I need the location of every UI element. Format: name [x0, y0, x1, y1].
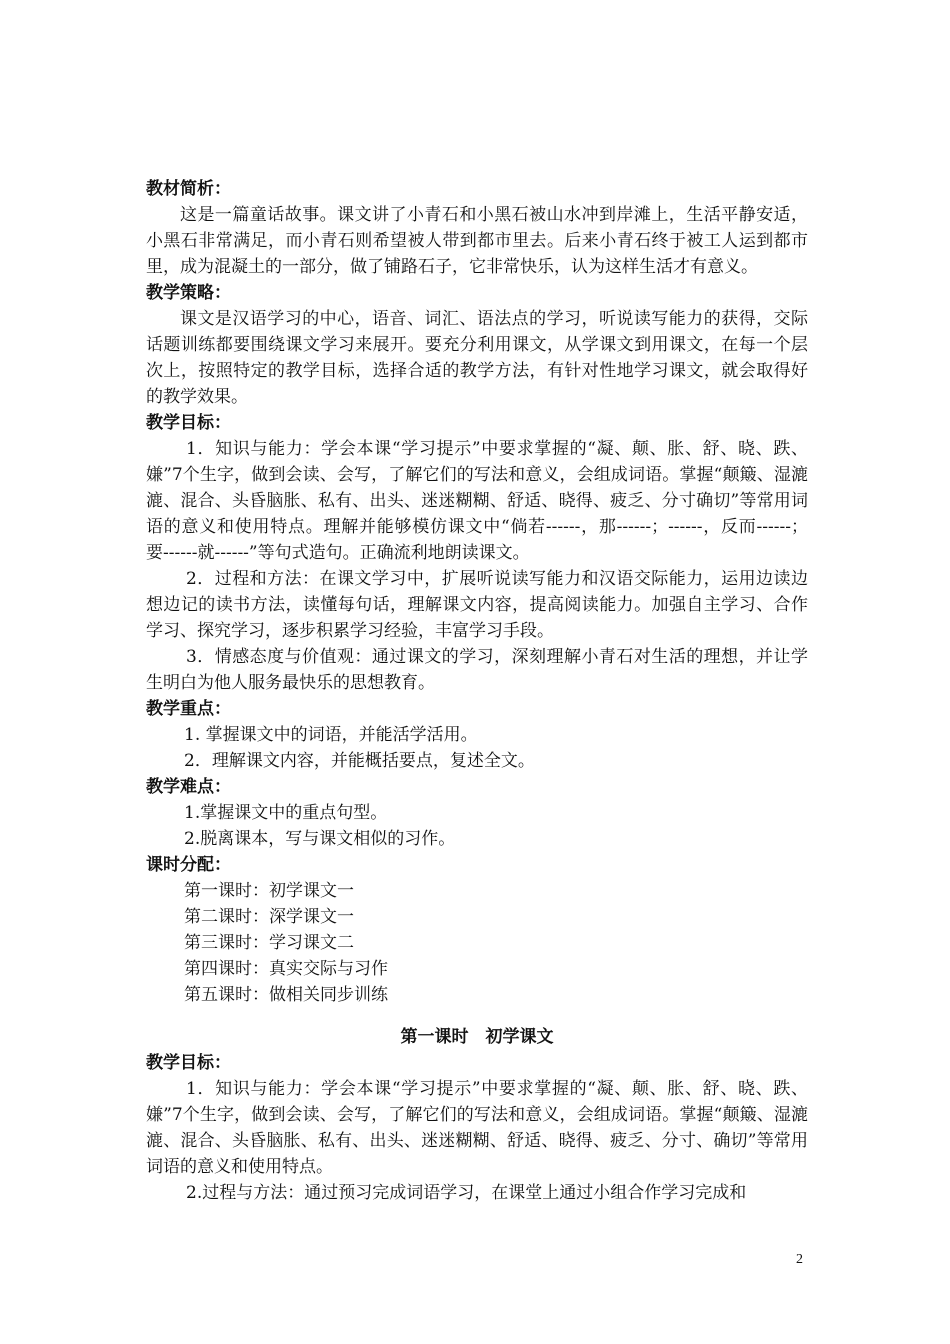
difficulties-heading: 教学难点： — [146, 777, 231, 797]
difficulty-item: 2.脱离课本，写与课文相似的习作。 — [184, 829, 456, 849]
lesson-one-objective-item: 2.过程与方法：通过预习完成词语学习，在课堂上通过小组合作学习完成和 — [186, 1183, 747, 1203]
difficulty-item: 1.掌握课文中的重点句型。 — [184, 803, 388, 823]
schedule-item: 第三课时：学习课文二 — [184, 933, 354, 953]
schedule-item: 第四课时：真实交际与习作 — [184, 959, 388, 979]
lesson-one-title: 第一课时 初学课文 — [400, 1027, 554, 1047]
lesson-one-objectives-heading: 教学目标： — [146, 1053, 231, 1073]
lesson-one-objective-item: 1．知识与能力：学会本课“学习提示”中要求掌握的“凝、颠、胀、舒、晓、跌、嫌”7个生字，做到会读、会写，了解它们的写法和意义，会组成词语。掌握“颠簸、湿漉漉、混合、头昏脑胀、私有、出头、迷迷糊糊、舒适、晓得、疲乏、分寸、确切”等常用词语的意义和使用特点。 — [146, 1079, 808, 1177]
analysis-heading: 教材简析： — [146, 179, 231, 199]
objective-item: 2．过程和方法：在课文学习中，扩展听说读写能力和汉语交际能力，运用边读边想边记的读书方法，读懂每句话，理解课文内容，提高阅读能力。加强自主学习、合作学习、探究学习，逐步积累学习经验，丰富学习手段。 — [146, 569, 808, 641]
key-point-item: 1. 掌握课文中的词语，并能活学活用。 — [184, 725, 478, 745]
analysis-text: 这是一篇童话故事。课文讲了小青石和小黑石被山水冲到岸滩上，生活平静安适，小黑石非常满足，而小青石则希望被人带到都市里去。后来小青石终于被工人运到都市里，成为混凝土的一部分，做了铺路石子，它非常快乐，认为这样生活才有意义。 — [146, 205, 808, 277]
strategy-text: 课文是汉语学习的中心，语音、词汇、语法点的学习，听说读写能力的获得，交际话题训练都要围绕课文学习来展开。要充分利用课文，从学课文到用课文，在每一个层次上，按照特定的教学目标，选择合适的教学方法，有针对性地学习课文，就会取得好的教学效果。 — [146, 309, 808, 407]
schedule-heading: 课时分配： — [146, 855, 231, 875]
objectives-heading: 教学目标： — [146, 413, 231, 433]
page-content — [146, 176, 808, 1206]
schedule-item: 第二课时：深学课文一 — [184, 907, 354, 927]
objective-item: 1．知识与能力：学会本课“学习提示”中要求掌握的“凝、颠、胀、舒、晓、跌、嫌”7个生字，做到会读、会写，了解它们的写法和意义，会组成词语。掌握“颠簸、湿漉漉、混合、头昏脑胀、私有、出头、迷迷糊糊、舒适、晓得、疲乏、分寸确切”等常用词语的意义和使用特点。理解并能够模仿课文中“倘若------，那------；------，反而------；要------就------”等句式造句。正确流利地朗读课文。 — [146, 439, 808, 563]
objective-item: 3．情感态度与价值观：通过课文的学习，深刻理解小青石对生活的理想，并让学生明白为他人服务最快乐的思想教育。 — [146, 647, 808, 693]
schedule-item: 第五课时：做相关同步训练 — [184, 985, 388, 1005]
key-points-heading: 教学重点： — [146, 699, 231, 719]
key-point-item: 2．理解课文内容，并能概括要点，复述全文。 — [184, 751, 535, 771]
page-number: 2 — [796, 1252, 803, 1267]
strategy-heading: 教学策略： — [146, 283, 231, 303]
schedule-item: 第一课时：初学课文一 — [184, 881, 354, 901]
